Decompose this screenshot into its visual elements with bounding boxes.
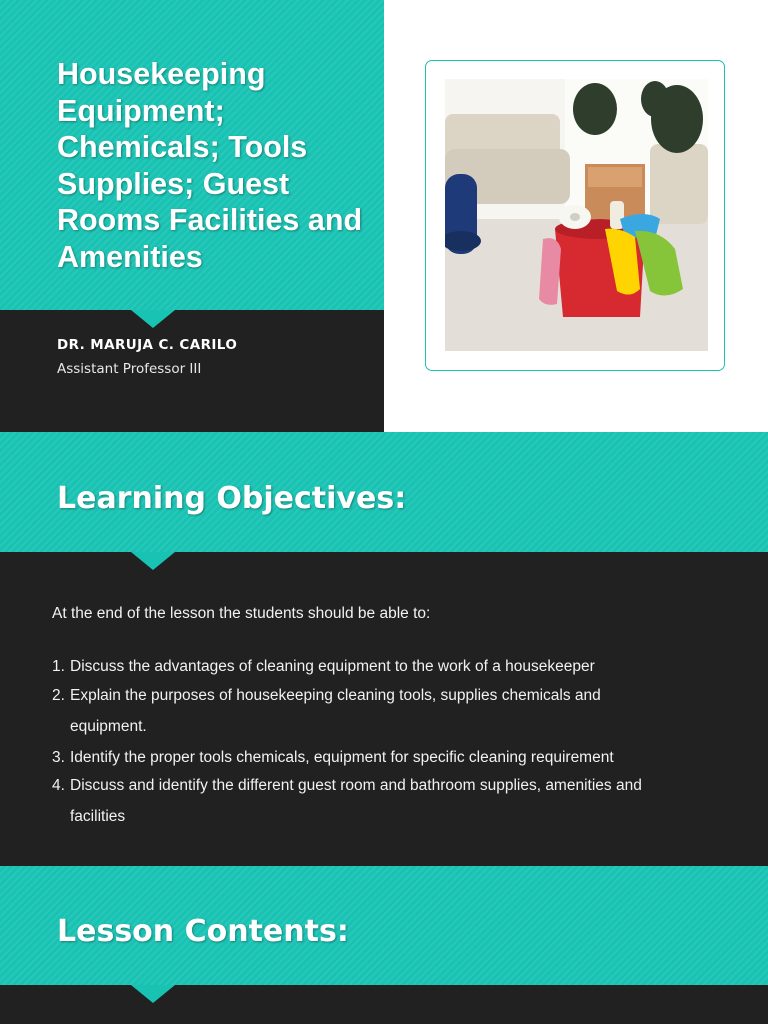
objective-text: Identify the proper tools chemicals, equipment for specific cleaning requirement — [70, 749, 614, 766]
objective-text: Discuss the advantages of cleaning equipment to the work of a housekeeper — [70, 658, 595, 675]
author-role: Assistant Professor III — [57, 361, 202, 377]
contents-notch — [131, 985, 175, 1003]
objective-text: Explain the purposes of housekeeping cleaning tools, supplies chemicals and equipment. — [70, 687, 601, 735]
objective-number: 2. — [52, 687, 65, 704]
objective-item — [52, 651, 692, 682]
title-slide-notch — [131, 310, 175, 328]
objectives-heading: Learning Objectives: — [57, 481, 407, 516]
objective-number: 1. — [52, 658, 65, 675]
objective-number: 4. — [52, 777, 65, 794]
objective-item — [52, 742, 692, 773]
objective-text: Discuss and identify the different guest room and bathroom supplies, amenities and facilities — [70, 777, 642, 825]
objective-item — [52, 770, 692, 832]
cleaning-supplies-photo — [445, 79, 708, 351]
author-name: DR. MARUJA C. CARILO — [57, 337, 238, 353]
presentation-title: Housekeeping Equipment; Chemicals; Tools Supplies; Guest Rooms Facilities and Amenities — [57, 57, 363, 274]
cleaning-bucket-illustration — [445, 79, 708, 351]
contents-heading: Lesson Contents: — [57, 914, 349, 949]
objectives-intro: At the end of the lesson the students should be able to: — [52, 605, 431, 622]
contents-body-band — [0, 985, 768, 1024]
objective-item — [52, 680, 692, 742]
objectives-notch — [131, 552, 175, 570]
objective-number: 3. — [52, 749, 65, 766]
